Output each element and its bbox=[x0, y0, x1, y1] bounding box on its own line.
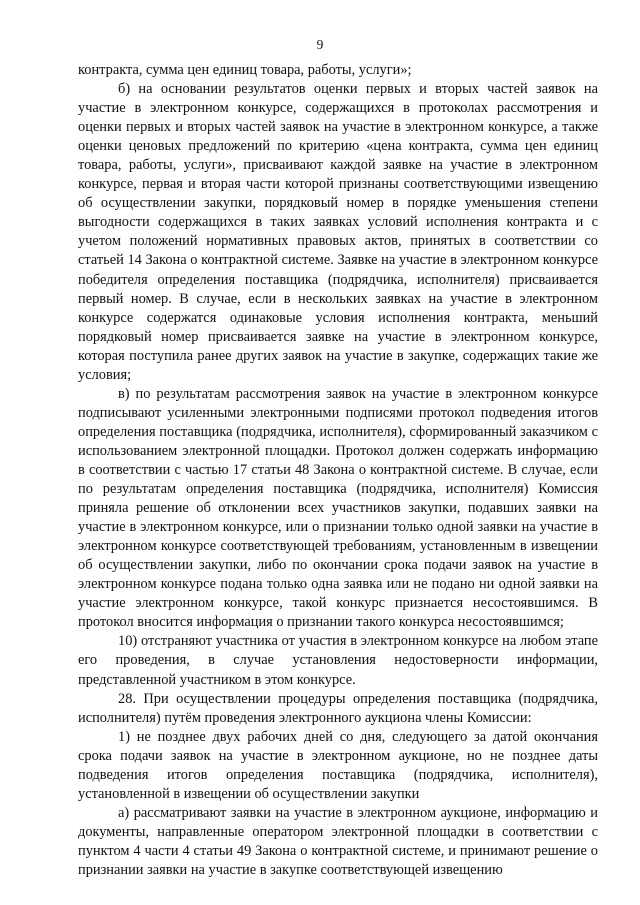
paragraph-subitem-a: а) рассматривают заявки на участие в электронном аукционе, информацию и документы, направленные оператором электронной площадки в соответствии с пунктом 4 части 4 статьи 49 Закона о контрактной системе, и принимают решение о признании заявки на участие в закупке соответствующей извещению bbox=[78, 804, 598, 878]
paragraph-continuation: контракта, сумма цен единиц товара, работы, услуги»; bbox=[78, 62, 412, 78]
paragraph-item-10: 10) отстраняют участника от участия в электронном конкурсе на любом этапе его проведения, в случае установления недостоверности информации, представленной участником в этом конкурсе. bbox=[78, 633, 598, 688]
page-number: 9 bbox=[316, 37, 324, 52]
paragraph-subitem-v: в) по результатам рассмотрения заявок на участие в электронном конкурсе подписывают усиленными электронными подписями протокол подведения итогов определения поставщика (подрядчика, исполнителя), сформированный заказчиком с использованием электронной площадки. Протокол должен содержать информацию в соответствии с частью 17 статьи 48 Закона о контрактной системе. В случае, если по результатам определения поставщика (подрядчика, исполнителя) Комиссия приняла решение об отклонении всех участников закупки, подавших заявки на участие в электронном конкурсе, или о признании только одной заявки на участие в электронном конкурсе соответствующей требованиям, установленным в извещении об осуществлении закупки, либо по окончании срока подачи заявок на участие в электронном конкурсе подана только одна заявка или не подано ни одной заявки на участие электронном конкурсе, такой конкурс признается несостоявшимся. В протокол вносится информация о признании такого конкурса несостоявшимся; bbox=[78, 385, 598, 631]
document-body bbox=[78, 61, 598, 880]
paragraph-subitem-b: б) на основании результатов оценки первых и вторых частей заявок на участие в электронном конкурсе, содержащихся в протоколах рассмотрения и оценки первых и вторых частей заявок на участие в электронном конкурсе, а также оценки ценовых предложений по критерию «цена контракта, сумма цен единиц товара, работы, услуги», присваивают каждой заявке на участие в электронном конкурсе, первая и вторая части которой признаны соответствующими извещению об осуществлении закупки, порядковый номер в порядке уменьшения степени выгодности содержащихся в таких заявках условий исполнения контракта и с учетом положений нормативных правовых актов, принятых в соответствии со статьей 14 Закона о контрактной системе. Заявке на участие в электронном конкурсе победителя определения поставщика (подрядчика, исполнителя) присваивается первый номер. В случае, если в нескольких заявках на участие в электронном конкурсе содержатся одинаковые условия исполнения контракта, меньший порядковый номер присваивается заявке на участие в электронном конкурсе, которая поступила ранее других заявок на участие в закупке, содержащих такие же условия; bbox=[78, 81, 598, 383]
paragraph-clause-28: 28. При осуществлении процедуры определения поставщика (подрядчика, исполнителя) путём проведения электронного аукциона члены Комиссии: bbox=[78, 690, 598, 726]
paragraph-item-1: 1) не позднее двух рабочих дней со дня, следующего за датой окончания срока подачи заявок на участие в электронном аукционе, но не позднее даты подведения итогов определения поставщика (подрядчика, исполнителя), установленной в извещении об осуществлении закупки bbox=[78, 728, 598, 802]
